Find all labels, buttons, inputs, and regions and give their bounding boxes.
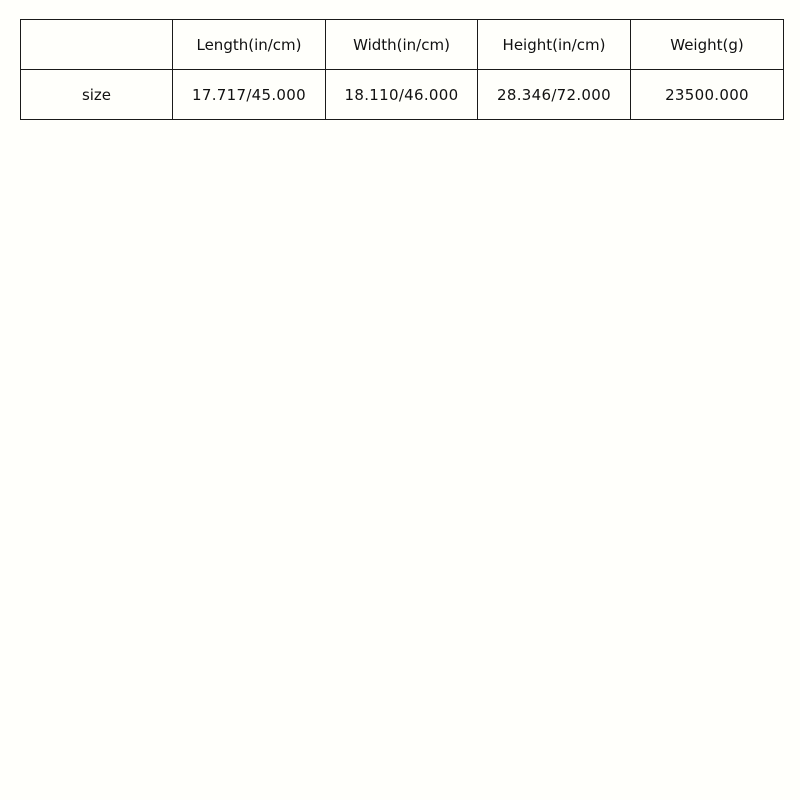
- cell-length: 17.717/45.000: [173, 70, 326, 120]
- header-height: Height(in/cm): [478, 20, 631, 70]
- table-header-row: [21, 20, 784, 70]
- row-label-size: size: [21, 70, 173, 120]
- cell-width: 18.110/46.000: [326, 70, 478, 120]
- cell-height: 28.346/72.000: [478, 70, 631, 120]
- table-row: [21, 70, 784, 120]
- header-corner-cell: [21, 20, 173, 70]
- header-weight: Weight(g): [631, 20, 784, 70]
- header-length: Length(in/cm): [173, 20, 326, 70]
- header-width: Width(in/cm): [326, 20, 478, 70]
- cell-weight: 23500.000: [631, 70, 784, 120]
- size-specification-table: [20, 19, 784, 120]
